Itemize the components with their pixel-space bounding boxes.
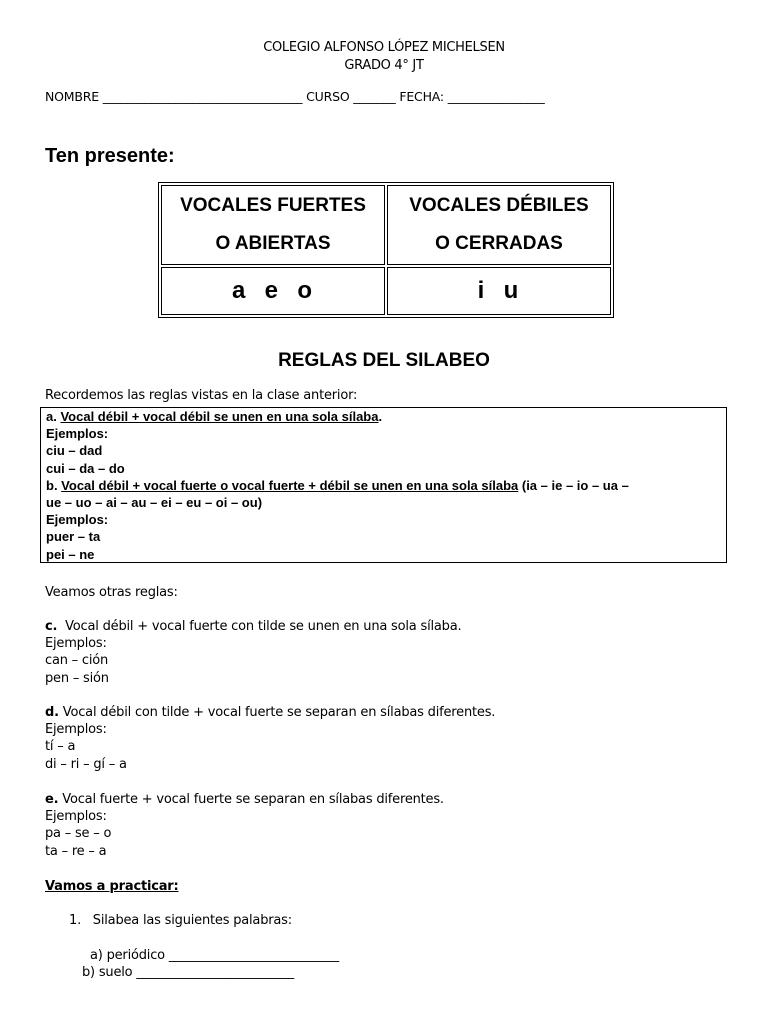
practice-question-1: 1. Silabea las siguientes palabras:: [69, 913, 292, 928]
practice-title: Vamos a practicar:: [45, 879, 179, 894]
example: puer – ta: [46, 529, 101, 545]
example: ta – re – a: [45, 843, 107, 859]
veamos-text: Veamos otras reglas:: [45, 585, 178, 600]
example: ciu – dad: [46, 443, 103, 459]
strong-header-line-2: O ABIERTAS: [215, 233, 331, 254]
rule-d: d. Vocal débil con tilde + vocal fuerte se separan en sílabas diferentes. Ejemplos: tí – a di – ri – gí – a: [45, 705, 496, 772]
grade-label: GRADO 4° JT: [344, 58, 424, 73]
example: pen – sión: [45, 670, 109, 686]
ten-presente-heading: Ten presente:: [45, 145, 175, 167]
rule-a-text: Vocal débil + vocal débil se unen en una sola sílaba: [60, 409, 379, 424]
rule-c: c. Vocal débil + vocal fuerte con tilde se unen en una sola sílaba. Ejemplos: can – ción pen – sión: [45, 619, 462, 686]
rule-a: a. Vocal débil + vocal débil se unen en una sola sílaba.: [46, 409, 383, 424]
weak-header-line-2: O CERRADAS: [435, 233, 563, 254]
example: cui – da – do: [46, 460, 125, 476]
example: can – ción: [45, 653, 109, 669]
example: pa – se – o: [45, 826, 112, 842]
rules-box: [40, 407, 727, 563]
ejemplos-label: Ejemplos:: [45, 809, 107, 825]
strong-vowels-header: [161, 185, 385, 265]
practice-item-b: b) suelo _________________________: [82, 965, 294, 980]
student-fields-line: NOMBRE _________________________________ CURSO _______ FECHA: ________________: [45, 89, 545, 104]
example: tí – a: [45, 739, 76, 755]
weak-vowels: i u: [387, 267, 611, 315]
rule-b-continuation: ue – uo – ai – au – ei – eu – oi – ou): [46, 495, 263, 511]
ejemplos-label: Ejemplos:: [46, 426, 109, 442]
rule-b: b. Vocal débil + vocal fuerte o vocal fuerte + débil se unen en una sola sílaba (ia – ie – io – ua –: [46, 477, 629, 493]
example: pei – ne: [46, 546, 95, 562]
example: di – ri – gí – a: [45, 756, 127, 772]
rule-e: e. Vocal fuerte + vocal fuerte se separan en sílabas diferentes. Ejemplos: pa – se – o ta – re – a: [45, 792, 444, 859]
ejemplos-label: Ejemplos:: [46, 512, 109, 528]
weak-vowels-header: [387, 185, 611, 265]
rule-b-text: Vocal débil + vocal fuerte o vocal fuerte + débil se unen en una sola sílaba: [61, 477, 519, 493]
strong-vowels: a e o: [161, 267, 385, 315]
strong-header-line-1: VOCALES FUERTES: [180, 195, 366, 216]
recordemos-text: Recordemos las reglas vistas en la clase anterior:: [45, 388, 358, 403]
ejemplos-label: Ejemplos:: [45, 722, 107, 738]
practice-item-a: a) periódico ___________________________: [90, 948, 339, 963]
school-name: COLEGIO ALFONSO LÓPEZ MICHELSEN: [263, 40, 505, 55]
reglas-title: REGLAS DEL SILABEO: [278, 350, 490, 371]
weak-header-line-1: VOCALES DÉBILES: [409, 195, 589, 216]
vowels-table: [158, 182, 614, 318]
ejemplos-label: Ejemplos:: [45, 636, 107, 652]
